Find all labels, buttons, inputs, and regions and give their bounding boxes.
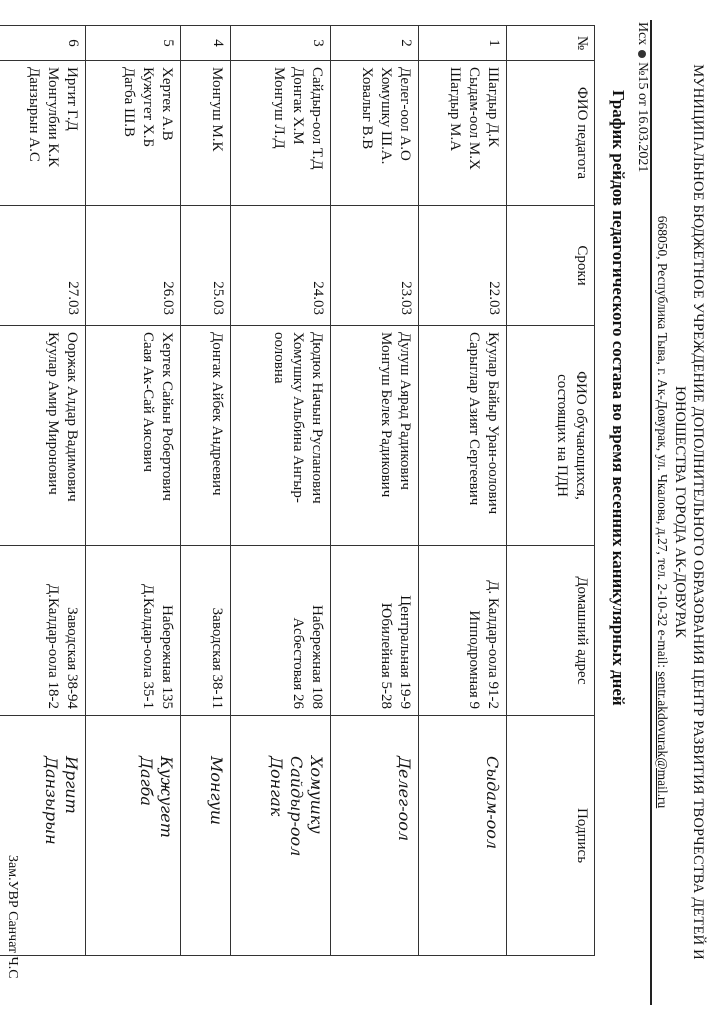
- ref-prefix: Исх: [635, 22, 650, 46]
- home-address: Асбестовая 26: [290, 617, 306, 709]
- teacher-name: Хертек А.В: [159, 67, 175, 141]
- home-address: Юбилейная 5-28: [378, 602, 394, 709]
- home-address: Д. Калдар-оола 91-2: [485, 580, 501, 709]
- teacher-name: Данзырын А.С: [26, 67, 42, 162]
- raid-date: 24.03: [231, 206, 331, 326]
- address-text: 668050, Республика Тыва, г. Ак-Довурак, ул. Чкалова, д.27, тел. 2-10-32: [655, 215, 670, 627]
- home-address: Д.Калдар-оола 35-1: [140, 583, 156, 709]
- student-name: Куулар Байыр Уран-оолович: [485, 332, 501, 515]
- header-students-line2: состоящих на ПДН: [554, 374, 570, 497]
- handwritten-signature: Делег-оол: [395, 756, 414, 842]
- handwritten-signature: Донгак: [267, 756, 286, 817]
- handwritten-signature: Сайдыр-оол: [287, 756, 306, 857]
- home-address: Заводская 38-11: [209, 607, 225, 709]
- student-names: [86, 326, 181, 546]
- home-addresses: [331, 546, 419, 716]
- student-name: Саая Ак-Сай Аясович: [140, 332, 156, 473]
- table-row: [86, 26, 181, 956]
- home-address: Ипподромная 9: [466, 610, 482, 709]
- teacher-names: [231, 61, 331, 206]
- home-address: Д.Калдар-оола 18-2: [45, 583, 61, 709]
- footer-signatory: Зам.УВР Санчат Ч.С: [5, 855, 20, 979]
- table-row: [419, 26, 507, 956]
- student-name: Дулуш Аярад Радикович: [397, 332, 413, 490]
- table-header-row: [507, 26, 595, 956]
- header-divider: [650, 20, 652, 1005]
- student-name: Хертек Сайын Робертович: [159, 332, 175, 501]
- row-number: 1: [419, 26, 507, 61]
- teacher-names: [86, 61, 181, 206]
- document-title: График рейдов педагогического состава во время весенних каникулярных дней: [609, 90, 628, 706]
- header-signature: Подпись: [507, 716, 595, 956]
- header-teacher: ФИО педагога: [507, 61, 595, 206]
- student-name: Донгак Айбек Андреевич: [209, 332, 225, 496]
- row-number: 6: [0, 26, 86, 61]
- student-name: Куулар Амир Миронович: [45, 332, 61, 495]
- handwritten-signature: Данзырын: [42, 756, 61, 845]
- home-address: Набережная 108: [309, 605, 325, 709]
- raid-date: 22.03: [419, 206, 507, 326]
- teacher-names: [181, 61, 231, 206]
- home-addresses: [419, 546, 507, 716]
- row-number: 2: [331, 26, 419, 61]
- ink-mark-icon: [638, 50, 646, 58]
- student-names: [231, 326, 331, 546]
- home-addresses: [0, 546, 86, 716]
- student-names: [331, 326, 419, 546]
- table-body: [0, 26, 507, 956]
- home-address: Центральная 19-9: [397, 595, 413, 709]
- teacher-names: [331, 61, 419, 206]
- table-row: [181, 26, 231, 956]
- home-address: Заводская 38-94: [64, 607, 80, 709]
- handwritten-signature: Монгуш: [207, 756, 226, 826]
- handwritten-signature: Иргит: [62, 756, 81, 814]
- teacher-name: Кужугет Х.Б: [140, 67, 156, 148]
- home-addresses: [86, 546, 181, 716]
- teacher-name: Ховалыг В.В: [359, 67, 375, 150]
- signatures: [181, 716, 231, 956]
- student-name: ооловна: [271, 332, 287, 384]
- home-address: Набережная 135: [159, 605, 175, 709]
- teacher-name: Сыдам-оол М.Х: [466, 67, 482, 170]
- handwritten-signature: Кужугет: [157, 756, 176, 838]
- table-row: [331, 26, 419, 956]
- teacher-name: Шагдыр М.А: [447, 67, 463, 152]
- signatures: [86, 716, 181, 956]
- teacher-name: Делег-оол А.О: [397, 67, 413, 161]
- teacher-name: Иргит Г.Д: [64, 67, 80, 131]
- student-name: Хомушку Альбина Ангыр-: [290, 332, 306, 503]
- student-names: [0, 326, 86, 546]
- signatures: [419, 716, 507, 956]
- handwritten-signature: Дагба: [137, 756, 156, 806]
- teacher-name: Монгуш Л.Д: [271, 67, 287, 149]
- row-number: 4: [181, 26, 231, 61]
- signatures: [231, 716, 331, 956]
- org-name-line1: МУНИЦИПАЛЬНОЕ БЮДЖЕТНОЕ УЧРЕЖДЕНИЕ ДОПОЛНИТЕЛЬНОГО ОБРАЗОВАНИЯ ЦЕНТР РАЗВИТИЯ ТВОРЧЕСТВА ДЕТЕЙ И: [690, 64, 706, 960]
- student-name: Дюдюк Начын Русланович: [309, 332, 325, 504]
- raid-date: 27.03: [0, 206, 86, 326]
- header-students: [507, 326, 595, 546]
- handwritten-signature: Сыдам-оол: [483, 756, 502, 850]
- header-address: Домашний адрес: [507, 546, 595, 716]
- teacher-name: Шагдыр Д.К: [485, 67, 501, 148]
- teacher-names: [0, 61, 86, 206]
- student-names: [419, 326, 507, 546]
- student-name: Монгуш Белек Радикович: [378, 332, 394, 498]
- raid-date: 23.03: [331, 206, 419, 326]
- table-row: [0, 26, 86, 956]
- row-number: 3: [231, 26, 331, 61]
- row-number: 5: [86, 26, 181, 61]
- ref-number: №15: [635, 62, 650, 90]
- handwritten-signature: Хомушку: [307, 756, 326, 834]
- table-row: [231, 26, 331, 956]
- header-number: №: [507, 26, 595, 61]
- raid-date: 25.03: [181, 206, 231, 326]
- home-addresses: [181, 546, 231, 716]
- org-name-line2: ЮНОШЕСТВА ГОРОДА АК-ДОВУРАК: [672, 386, 688, 638]
- raid-date: 26.03: [86, 206, 181, 326]
- schedule-table: [0, 25, 595, 956]
- email-label: e-mail:: [655, 629, 670, 668]
- home-addresses: [231, 546, 331, 716]
- teacher-name: Хомушку Ш.А.: [378, 67, 394, 165]
- org-address: [654, 0, 670, 1024]
- signatures: [331, 716, 419, 956]
- outgoing-ref: [634, 22, 650, 172]
- teacher-name: Дагба Ш.В: [121, 67, 137, 137]
- teacher-name: Монгуш М.К: [209, 67, 225, 152]
- teacher-name: Монгулбии К.К: [45, 67, 61, 168]
- email-link[interactable]: sentr.akdovurak@mail.ru: [655, 671, 670, 809]
- header-students-line1: ФИО обучающихся,: [573, 371, 589, 500]
- ref-date: от 16.03.2021: [635, 93, 650, 173]
- student-names: [181, 326, 231, 546]
- teacher-name: Сайдыр-оол Т.Д: [309, 67, 325, 170]
- student-name: Сарыглар Азият Сергеевич: [466, 332, 482, 506]
- header-date: Сроки: [507, 206, 595, 326]
- teacher-names: [419, 61, 507, 206]
- teacher-name: Донгак Х.М: [290, 67, 306, 145]
- student-name: Ооржак Алдар Вадимович: [64, 332, 80, 502]
